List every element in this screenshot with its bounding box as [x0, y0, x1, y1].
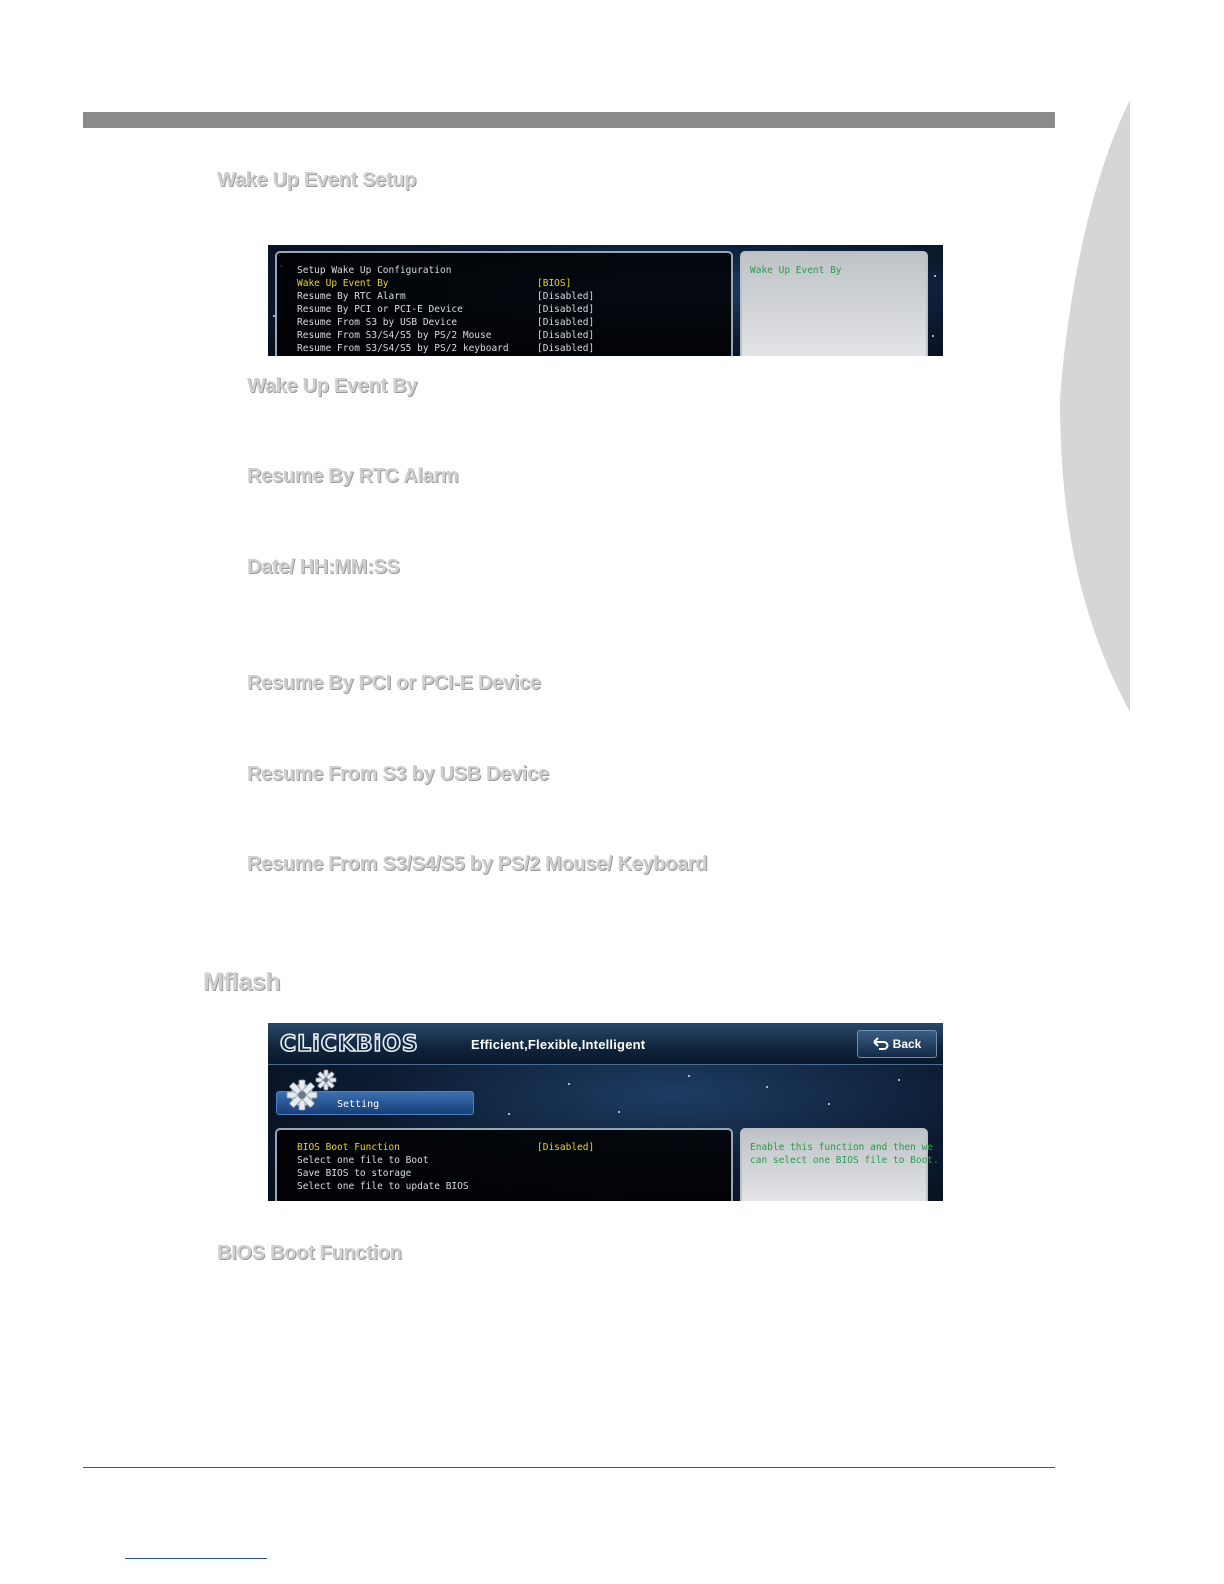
config-title: Setup Wake Up Configuration — [297, 265, 452, 276]
setting-button[interactable]: Setting — [276, 1091, 474, 1115]
back-label: Back — [892, 1037, 922, 1051]
footer-rule — [83, 1467, 1055, 1468]
resume-usb-heading: Resume From S3 by USB Device — [247, 763, 549, 785]
resume-ps2-heading: Resume From S3/S4/S5 by PS/2 Mouse/ Keyboard — [247, 853, 708, 875]
wake-up-event-by-row[interactable]: Wake Up Event By [BIOS] — [297, 278, 572, 289]
mflash-help-line-1: Enable this function and then we — [750, 1142, 934, 1153]
mflash-bios-screenshot — [268, 1023, 943, 1201]
star — [508, 1113, 510, 1115]
star — [618, 1111, 620, 1113]
help-panel — [740, 251, 928, 356]
resume-ps2-mouse-row[interactable]: Resume From S3/S4/S5 by PS/2 Mouse [Disabled] — [297, 330, 595, 341]
star — [932, 335, 934, 337]
clickbios-logo — [280, 1031, 466, 1057]
resume-usb-row[interactable]: Resume From S3 by USB Device [Disabled] — [297, 317, 595, 328]
star — [898, 1079, 900, 1081]
mflash-help-panel — [740, 1128, 939, 1201]
select-file-update-row[interactable]: Select one file to update BIOS — [297, 1181, 469, 1192]
tagline: Efficient,Flexible,Intelligent — [471, 1037, 646, 1052]
resume-pci-row[interactable]: Resume By PCI or PCI-E Device [Disabled] — [297, 304, 595, 315]
resume-rtc-heading: Resume By RTC Alarm — [247, 465, 459, 487]
clickbios-banner — [268, 1023, 943, 1065]
mflash-help-line-2: can select one BIOS file to Boot. — [750, 1155, 939, 1166]
svg-text:CLiCKBiOS: CLiCKBiOS — [280, 1032, 419, 1057]
help-text: Wake Up Event By — [750, 265, 842, 276]
chapter-side-tab — [1060, 100, 1130, 712]
bios-boot-function-row[interactable]: BIOS Boot Function [Disabled] — [297, 1142, 595, 1153]
wake-up-event-setup-heading: Wake Up Event Setup — [217, 169, 417, 191]
save-bios-row[interactable]: Save BIOS to storage — [297, 1168, 412, 1179]
resume-ps2-keyboard-row[interactable]: Resume From S3/S4/S5 by PS/2 keyboard [Disabled] — [297, 343, 595, 354]
wake-up-event-by-heading: Wake Up Event By — [247, 375, 418, 397]
bios-boot-function-heading: BIOS Boot Function — [217, 1242, 402, 1264]
resume-pci-heading: Resume By PCI or PCI-E Device — [247, 672, 541, 694]
gear-icon — [284, 1067, 340, 1111]
back-arrow-icon — [873, 1037, 889, 1051]
date-time-heading: Date/ HH:MM:SS — [247, 556, 400, 578]
header-bar — [83, 112, 1055, 128]
star — [828, 1103, 830, 1105]
wake-up-bios-screenshot — [268, 245, 943, 356]
select-file-boot-row[interactable]: Select one file to Boot — [297, 1155, 429, 1166]
star — [766, 1086, 768, 1088]
mflash-heading: Mflash — [203, 968, 281, 996]
settings-panel — [275, 251, 733, 356]
star — [934, 275, 936, 277]
back-button[interactable] — [857, 1030, 937, 1058]
resume-rtc-row[interactable]: Resume By RTC Alarm [Disabled] — [297, 291, 595, 302]
footer-link-line — [125, 1558, 267, 1559]
star — [688, 1075, 690, 1077]
mflash-settings-panel — [275, 1128, 733, 1201]
star — [568, 1083, 570, 1085]
